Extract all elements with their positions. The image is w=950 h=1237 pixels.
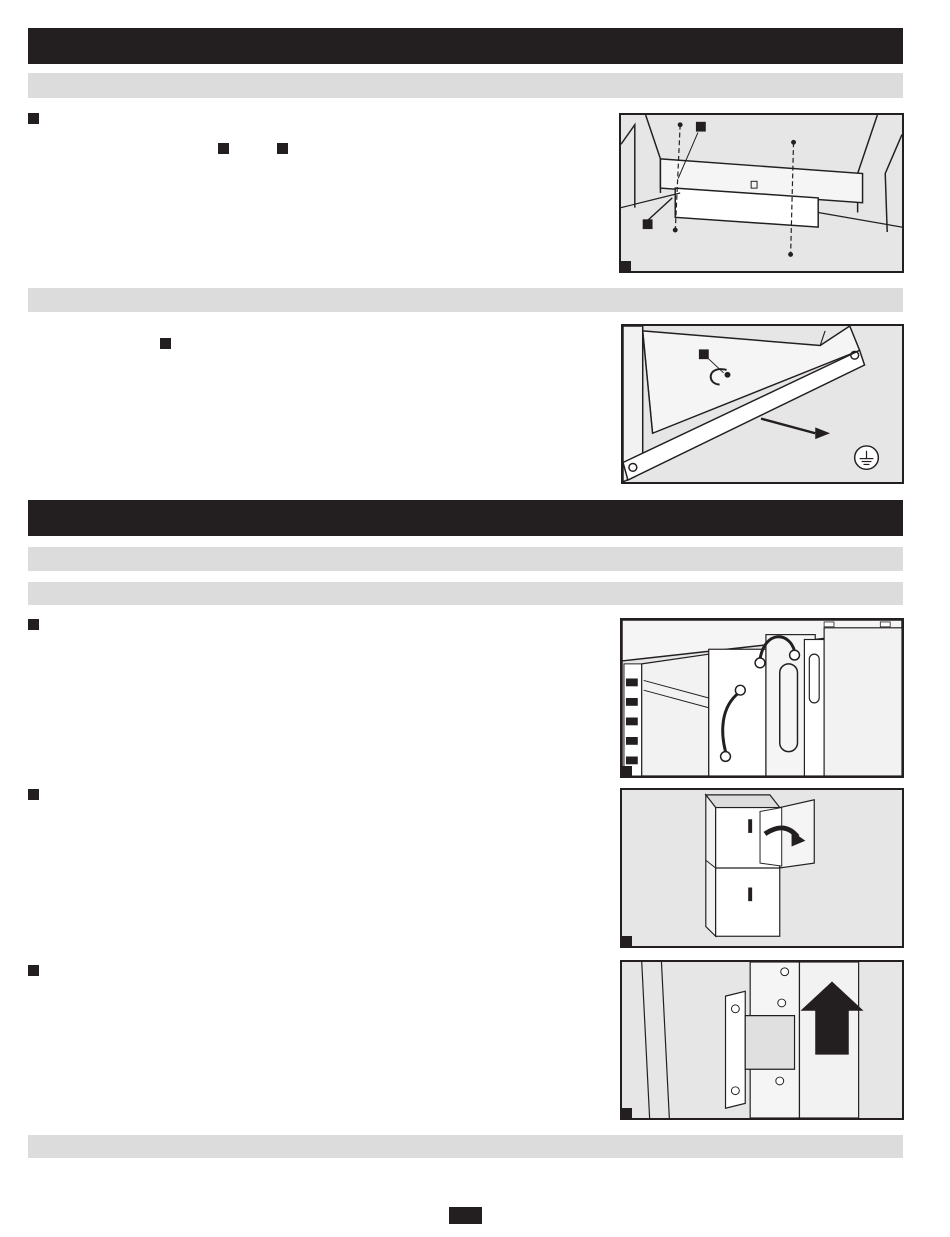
- figure-hinge-lift: [620, 960, 904, 1120]
- section-title-bar: [28, 28, 903, 64]
- inline-reference-marker: [277, 143, 288, 154]
- figure-corner-marker: [622, 1108, 632, 1118]
- step-marker: [28, 965, 39, 976]
- subsection-bar: [28, 582, 903, 605]
- step-marker: [28, 619, 39, 630]
- subsection-bar: [28, 288, 903, 312]
- figure-door-removal: [620, 788, 904, 948]
- page-number: [449, 1207, 482, 1224]
- subsection-bar: [28, 73, 903, 98]
- figure-corner-marker: [622, 936, 632, 946]
- inline-reference-marker: [160, 338, 171, 349]
- subsection-bar: [28, 547, 903, 571]
- figure-corner-marker: [622, 766, 632, 776]
- figure-corner-marker: [621, 261, 631, 271]
- figure-grounding-cable: [621, 324, 904, 484]
- figure-base-panel: [619, 113, 904, 273]
- inline-reference-marker: [218, 143, 229, 154]
- step-marker: [28, 789, 39, 800]
- figure-door-ground-wires: [620, 618, 904, 778]
- subsection-bar: [28, 1135, 903, 1158]
- step-marker: [28, 113, 39, 124]
- section-title-bar: [28, 500, 903, 536]
